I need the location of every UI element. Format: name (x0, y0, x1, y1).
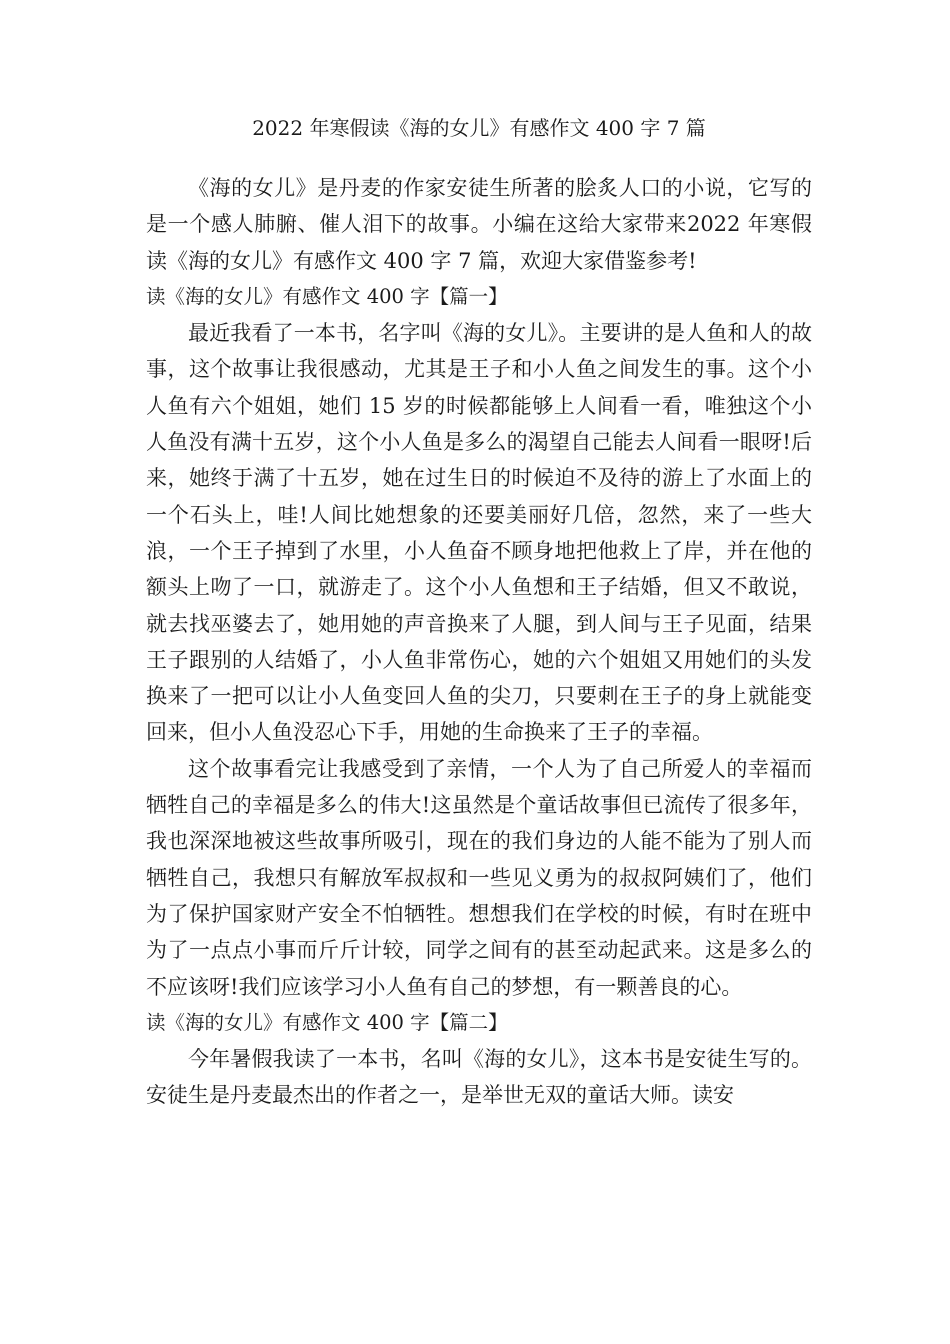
section-heading-1: 读《海的女儿》有感作文 400 字【篇一】 (146, 284, 508, 308)
section-heading-2: 读《海的女儿》有感作文 400 字【篇二】 (146, 1010, 508, 1034)
document-page (146, 108, 812, 1114)
section-1-paragraph-2: 这个故事看完让我感受到了亲情，一个人为了自己所爱人的幸福而牺牲自己的幸福是多么的伟大!这虽然是个童话故事但已流传了很多年，我也深深地被这些故事所吸引，现在的我们身边的人能不能为了别人而牺牲自己，我想只有解放军叔叔和一些见义勇为的叔叔阿姨们了，他们为了保护国家财产安全不怕牺牲。想想我们在学校的时候，有时在班中为了一点点小事而斤斤计较，同学之间有的甚至动起武来。这是多么的不应该呀!我们应该学习小人鱼有自己的梦想，有一颗善良的心。 (146, 756, 812, 999)
document-title: 2022 年寒假读《海的女儿》有感作文 400 字 7 篇 (252, 116, 706, 140)
section-2-paragraph-1: 今年暑假我读了一本书，名叫《海的女儿》，这本书是安徒生写的。安徒生是丹麦最杰出的作者之一，是举世无双的童话大师。读安 (146, 1047, 812, 1108)
section-1-paragraph-1: 最近我看了一本书，名字叫《海的女儿》。主要讲的是人鱼和人的故事，这个故事让我很感动，尤其是王子和小人鱼之间发生的事。这个小人鱼有六个姐姐，她们 15 岁的时候都能够上人间看一看，唯独这个小人鱼没有满十五岁，这个小人鱼是多么的渴望自己能去人间看一眼呀!后来，她终于满了十五岁，她在过生日的时候迫不及待的游上了水面上的一个石头上，哇!人间比她想象的还要美丽好几倍，忽然，来了一些大浪，一个王子掉到了水里，小人鱼奋不顾身地把他救上了岸，并在他的额头上吻了一口，就游走了。这个小人鱼想和王子结婚，但又不敢说，就去找巫婆去了，她用她的声音换来了人腿，到人间与王子见面，结果王子跟别的人结婚了，小人鱼非常伤心，她的六个姐姐又用她们的头发换来了一把可以让小人鱼变回人鱼的尖刀，只要刺在王子的身上就能变回来，但小人鱼没忍心下手，用她的生命换来了王子的幸福。 (146, 321, 812, 745)
intro-paragraph: 《海的女儿》是丹麦的作家安徒生所著的脍炙人口的小说，它写的是一个感人肺腑、催人泪下的故事。小编在这给大家带来2022 年寒假读《海的女儿》有感作文 400 字 7 篇，欢迎大家借鉴参考! (146, 176, 812, 273)
